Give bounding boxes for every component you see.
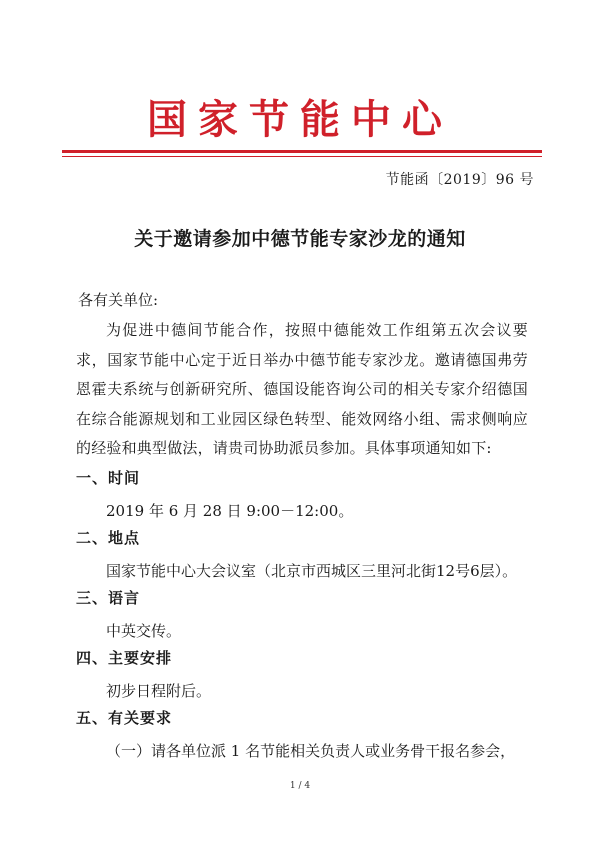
section-language — [76, 586, 536, 643]
section-body: 中英交传。 — [106, 622, 182, 640]
section-location — [76, 526, 536, 583]
section-arrangement — [76, 646, 536, 703]
intro-paragraph: 为促进中德间节能合作，按照中德能效工作组第五次会议要求，国家节能中心定于近日举办中德节能专家沙龙。邀请德国弗劳恩霍夫系统与创新研究所、德国设能咨询公司的相关专家介绍德国在综合能源规划和工业园区绿色转型、能效网络小组、需求侧响应的经验和典型做法，请贵司协助派员参加。具体事项通知如下: — [76, 321, 528, 457]
header-divider-thick — [62, 150, 542, 153]
section-heading: 三、语言 — [76, 589, 141, 607]
salutation: 各有关单位: — [78, 291, 159, 309]
section-time — [76, 466, 536, 523]
section-requirements — [76, 706, 536, 763]
org-header-title: 国家节能中心 — [147, 97, 453, 143]
section-heading: 五、有关要求 — [76, 709, 173, 727]
section-body: （一）请各单位派 1 名节能相关负责人或业务骨干报名参会， — [106, 742, 516, 760]
page-number: 1 / 4 — [289, 781, 311, 791]
section-body: 初步日程附后。 — [106, 682, 212, 700]
section-heading: 四、主要安排 — [76, 649, 173, 667]
section-heading: 一、时间 — [76, 469, 141, 487]
section-heading: 二、地点 — [76, 529, 141, 547]
header-divider-thin — [62, 156, 542, 157]
section-body: 国家节能中心大会议室（北京市西城区三里河北街12号6层）。 — [106, 562, 518, 580]
section-body: 2019 年 6 月 28 日 9:00－12:00。 — [106, 502, 354, 520]
document-number: 节能函〔2019〕96 号 — [385, 172, 534, 188]
document-title: 关于邀请参加中德节能专家沙龙的通知 — [134, 228, 466, 250]
